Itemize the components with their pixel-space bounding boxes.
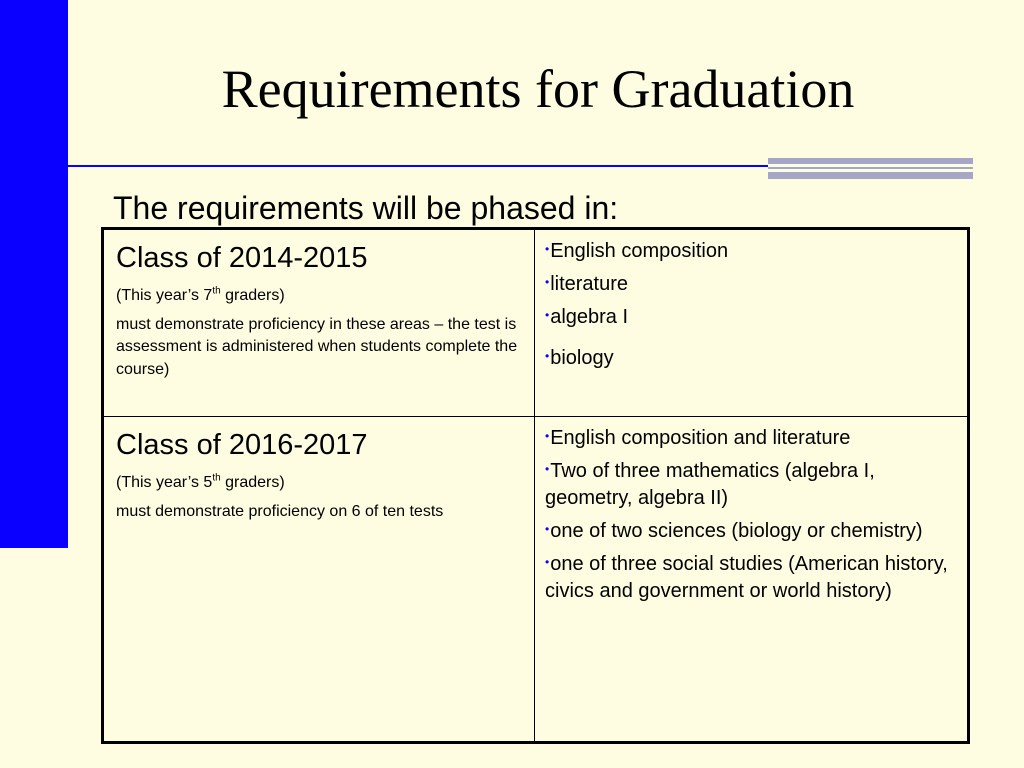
list-item: •one of three social studies (American history, civics and government or world history): [545, 553, 948, 602]
list-item: •English composition: [545, 240, 729, 262]
decorative-gray-bar-3: [768, 172, 973, 179]
class-description: must demonstrate proficiency on 6 of ten tests: [116, 502, 444, 520]
list-item: •one of two sciences (biology or chemistry): [545, 520, 923, 542]
slide-title: Requirements for Graduation: [221, 59, 855, 119]
decorative-gray-bar-2: [768, 167, 973, 169]
bullet-icon: •: [545, 275, 550, 289]
bullet-icon: •: [545, 349, 550, 363]
list-item: •English composition and literature: [545, 427, 851, 449]
class-description: must demonstrate proficiency in these areas – the test is assessment is administered when students complete the course): [116, 315, 518, 378]
bullet-icon: •: [545, 555, 550, 569]
bullet-icon: •: [545, 522, 550, 536]
class-label: Class of 2016-2017: [116, 429, 368, 461]
class-label: Class of 2014-2015: [116, 242, 368, 274]
list-item: •biology: [545, 347, 614, 369]
subject-list: [545, 238, 953, 372]
title-divider-line: [68, 165, 768, 167]
subjects-cell: [535, 229, 969, 417]
grade-note: (This year’s 5th graders): [116, 473, 285, 492]
class-cell: [103, 229, 535, 417]
decorative-gray-bar-1: [768, 158, 973, 164]
list-item: •Two of three mathematics (algebra I, geometry, algebra II): [545, 460, 875, 509]
list-item: •algebra I: [545, 306, 629, 328]
slide-subtitle: The requirements will be phased in:: [113, 190, 619, 226]
class-cell: [103, 417, 535, 743]
grade-note: (This year’s 7th graders): [116, 286, 285, 305]
bullet-icon: •: [545, 429, 550, 443]
table-row: [103, 229, 969, 417]
bullet-icon: •: [545, 308, 550, 322]
bullet-icon: •: [545, 242, 550, 256]
left-accent-bar: [0, 0, 68, 548]
requirements-table: [101, 227, 970, 744]
bullet-icon: •: [545, 462, 550, 476]
subject-list: [545, 425, 953, 605]
list-item: •literature: [545, 273, 629, 295]
subjects-cell: [535, 417, 969, 743]
table-row: [103, 417, 969, 743]
